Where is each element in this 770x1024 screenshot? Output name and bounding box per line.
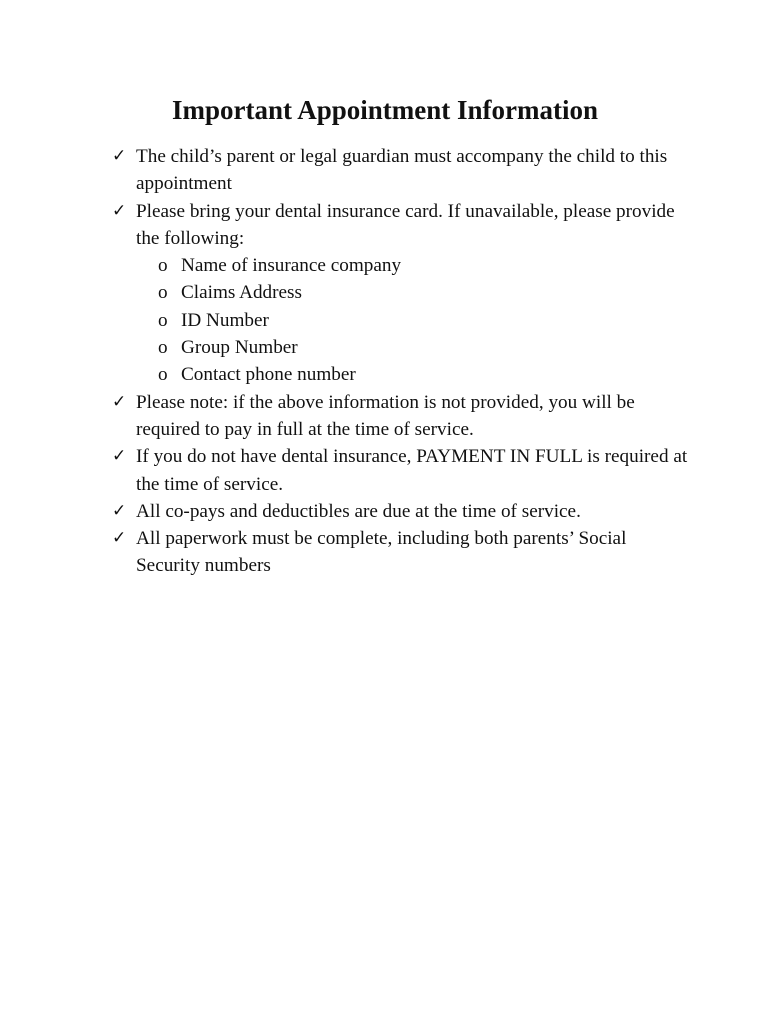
- list-item: [112, 143, 692, 198]
- insurance-info-sublist: [136, 252, 692, 388]
- list-item-text: The child’s parent or legal guardian must accompany the child to this appointment: [136, 146, 668, 195]
- sublist-item: [136, 252, 692, 279]
- circle-bullet-icon: o: [158, 364, 168, 386]
- sublist-item: [136, 307, 692, 334]
- checkmark-icon: ✓: [112, 446, 127, 467]
- checkmark-icon: ✓: [112, 500, 127, 521]
- list-item-text: All co-pays and deductibles are due at the time of service.: [136, 500, 581, 522]
- sublist-item-text: Name of insurance company: [181, 255, 402, 277]
- circle-bullet-icon: o: [158, 255, 168, 277]
- list-item-text: All paperwork must be complete, including both parents’ Social Security numbers: [136, 528, 627, 577]
- requirements-list: [112, 143, 692, 580]
- sublist-item: [136, 334, 692, 361]
- checkmark-icon: ✓: [112, 391, 127, 412]
- circle-bullet-icon: o: [158, 282, 168, 304]
- sublist-item: [136, 361, 692, 388]
- list-item-text: If you do not have dental insurance, PAYMENT IN FULL is required at the time of service.: [136, 446, 688, 495]
- circle-bullet-icon: o: [158, 337, 168, 359]
- list-item-text: Please note: if the above information is not provided, you will be required to pay in full at the time of service.: [136, 391, 635, 440]
- sublist-item: [136, 279, 692, 306]
- sublist-item-text: ID Number: [181, 309, 269, 331]
- list-item: [112, 525, 692, 580]
- page-title: Important Appointment Information: [171, 95, 599, 125]
- list-item: [112, 198, 692, 389]
- checkmark-icon: ✓: [112, 528, 127, 549]
- checkmark-icon: ✓: [112, 146, 127, 166]
- sublist-item-text: Claims Address: [181, 282, 302, 304]
- sublist-item-text: Contact phone number: [181, 364, 356, 386]
- checkmark-icon: ✓: [112, 200, 127, 221]
- list-item: [112, 498, 692, 525]
- list-item: [112, 443, 692, 498]
- sublist-item-text: Group Number: [181, 337, 298, 359]
- list-item-text: Please bring your dental insurance card. If unavailable, please provide the following:: [136, 200, 675, 249]
- circle-bullet-icon: o: [158, 309, 168, 331]
- list-item: [112, 389, 692, 444]
